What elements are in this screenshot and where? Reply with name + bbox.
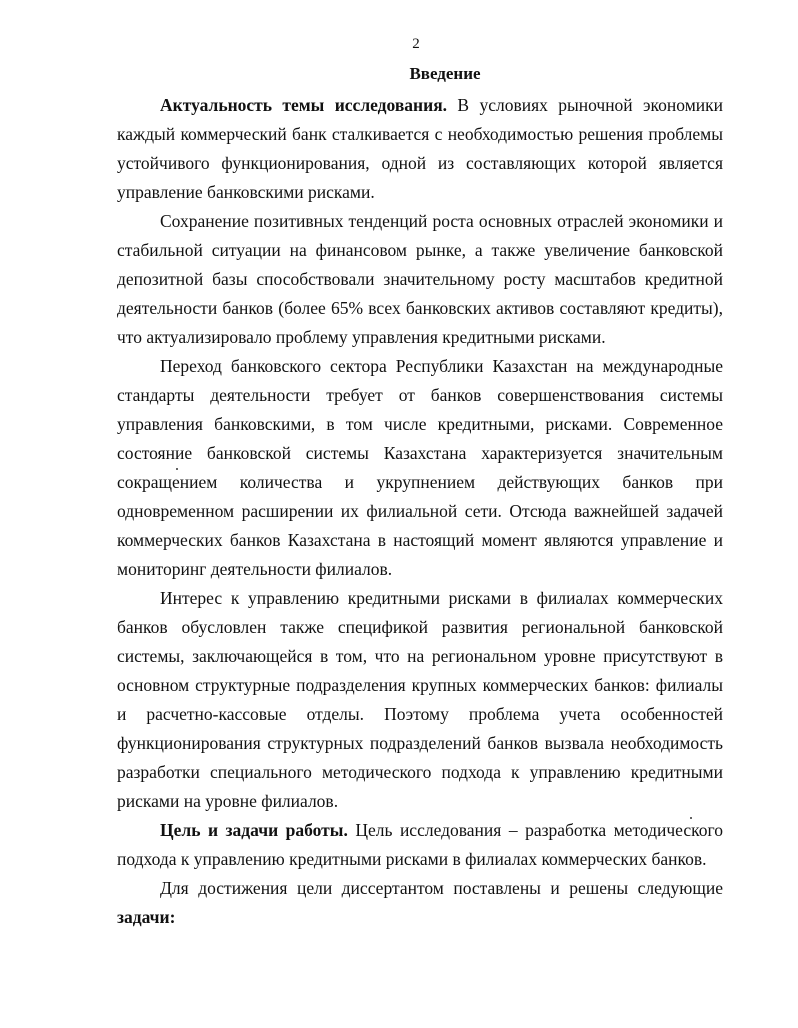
paragraph-text: Для достижения цели диссертантом поставлены и решены следующие xyxy=(160,878,723,898)
paragraph-text: Интерес к управлению кредитными рисками в филиалах коммерческих банков обусловлен также спецификой развития региональной банковской системы, заключающейся в том, что на региональном уровне присутствуют в основном структурные подразделения крупных коммерческих банков: филиалы и расчетно-кассовые отделы. Поэтому проблема учета особенностей функционирования структурных подразделений банков вызвала необходимость разработки специального методического подхода к управлению кредитными рисками на уровне филиалов. xyxy=(117,588,723,811)
document-body xyxy=(117,91,723,932)
page-number: 2 xyxy=(412,36,420,52)
paragraph-lead: Цель и задачи работы. xyxy=(160,820,348,840)
paragraph-trends xyxy=(117,207,723,352)
paragraph-text: Переход банковского сектора Республики Казахстан на международные стандарты деятельности требует от банков совершенствования системы управления банковскими, в том числе кредитными, рисками. Современное состояние банковской системы Казахстана характеризуется значительным сокращением количества и укрупнением действующих банков при одновременном расширении их филиальной сети. Отсюда важнейшей задачей коммерческих банков Казахстана в настоящий момент являются управление и мониторинг деятельности филиалов. xyxy=(117,356,723,579)
paragraph-goal xyxy=(117,816,723,874)
scan-speck xyxy=(690,817,692,819)
paragraph-text: В условиях рыночной экономики каждый коммерческий банк сталкивается с необходимостью решения проблемы устойчивого функционирования, одной из составляющих которой является управление банковскими рисками. xyxy=(117,95,723,202)
paragraph-text: Цель исследования – разработка методического подхода к управлению кредитными рисками в филиалах коммерческих банков. xyxy=(117,820,724,869)
paragraph-tail: задачи: xyxy=(117,907,176,927)
paragraph-lead: Актуальность темы исследования. xyxy=(160,95,448,115)
section-heading: Введение xyxy=(409,64,481,83)
paragraph-tasks xyxy=(117,874,723,932)
paragraph-text: Сохранение позитивных тенденций роста основных отраслей экономики и стабильной ситуации на финансовом рынке, а также увеличение банковской депозитной базы способствовали значительному росту масштабов кредитной деятельности банков (более 65% всех банковских активов составляют кредиты), что актуализировало проблему управления кредитными рисками. xyxy=(117,211,723,347)
paragraph-transition xyxy=(117,352,723,584)
paragraph-interest xyxy=(117,584,723,816)
scan-speck xyxy=(176,468,178,470)
paragraph-relevance xyxy=(117,91,723,207)
